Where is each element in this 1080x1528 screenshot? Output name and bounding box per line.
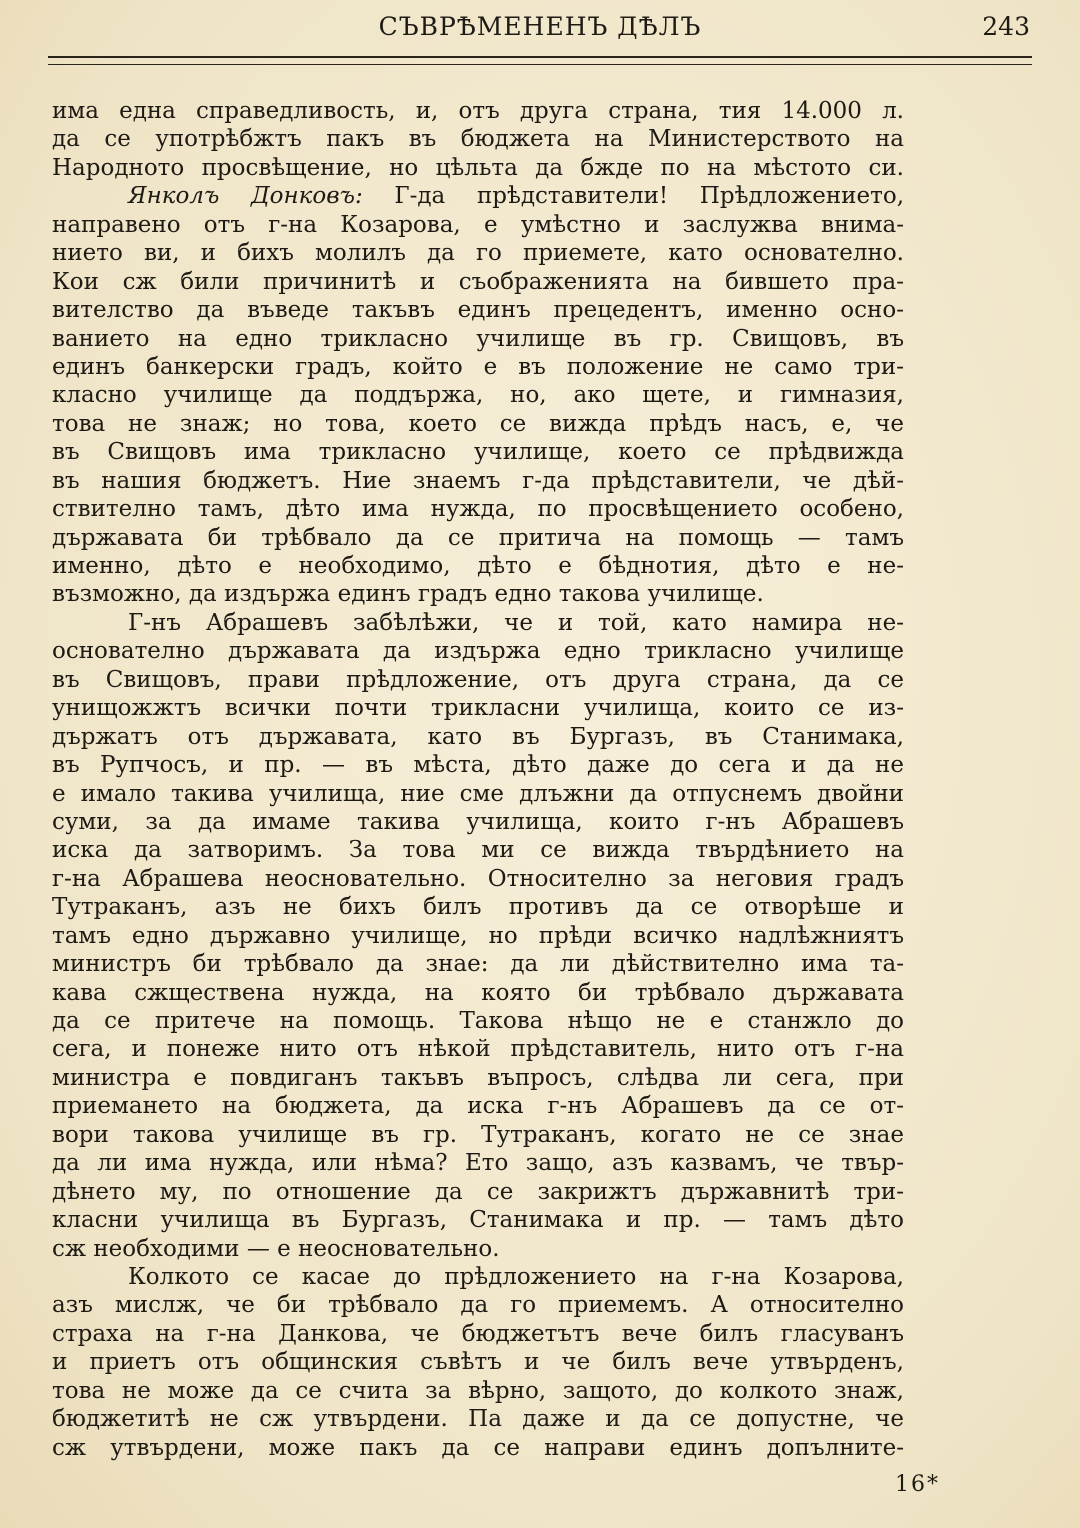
text-line: Колкото се касае до прѣдложението на г-на Козарова, bbox=[128, 1263, 904, 1290]
text-line: въ нашия бюджетъ. Ние знаемъ г-да прѣдставители, че дѣй- bbox=[52, 467, 904, 494]
text-line: Кои сж били причинитѣ и съображенията на бившето пра- bbox=[52, 268, 904, 295]
text-line: единъ банкерски градъ, който е въ положение не само три- bbox=[52, 353, 904, 380]
page-number: 243 bbox=[982, 12, 1030, 41]
speaker-name: Янколъ Донковъ: bbox=[128, 183, 363, 210]
text-line: сж утвърдени, може пакъ да се направи единъ допълните- bbox=[52, 1434, 904, 1461]
text-line: възможно, да издържа единъ градъ едно такова училище. bbox=[52, 581, 764, 608]
text-line: нието ви, и бихъ молилъ да го приемете, като основателно. bbox=[52, 240, 904, 267]
text-line: държавата би трѣбвало да се притича на помощь — тамъ bbox=[52, 524, 904, 551]
text-line: Народното просвѣщение, но цѣльта да бжде по на мѣстото си. bbox=[52, 154, 904, 181]
text-line: кава сжществена нужда, на която би трѣбвало държавата bbox=[52, 979, 904, 1006]
text-line: суми, за да имаме такива училища, които г-нъ Абрашевъ bbox=[52, 808, 904, 835]
text-line: е имало такива училища, ние сме длъжни да отпуснемъ двойни bbox=[52, 780, 904, 807]
text-line: страха на г-на Данкова, че бюджетътъ вече билъ гласуванъ bbox=[52, 1320, 904, 1347]
text-line: въ Свищовъ има трикласно училище, което се прѣдвижда bbox=[52, 439, 904, 466]
text-line: сега, и понеже нито отъ нѣкой прѣдставитель, нито отъ г-на bbox=[52, 1036, 904, 1063]
body-text bbox=[52, 97, 904, 1462]
text-line: Тутраканъ, азъ не бихъ билъ противъ да се отворѣше и bbox=[52, 894, 904, 921]
text-line: министръ би трѣбвало да знае: да ли дѣйствително има та- bbox=[52, 951, 904, 978]
text-line: Г-нъ Абрашевъ забѣлѣжи, че и той, като намира не- bbox=[128, 609, 904, 636]
running-head bbox=[50, 12, 1030, 52]
text-line: именно, дѣто е необходимо, дѣто е бѣднотия, дѣто е не- bbox=[52, 553, 904, 579]
text-line: вителство да въведе такъвъ единъ прецедентъ, именно осно- bbox=[52, 297, 904, 324]
text-line: да се употрѣбжтъ пакъ въ бюджета на Министерството на bbox=[52, 126, 904, 153]
text-line: държатъ отъ държавата, като въ Бургазъ, въ Станимака, bbox=[52, 723, 904, 750]
running-title: СЪВРѢМЕНЕНЪ ДѢЛЪ bbox=[378, 12, 702, 41]
header-rule bbox=[48, 56, 1032, 65]
text-line: г-на Абрашева неосновательно. Относително за неговия градъ bbox=[52, 865, 904, 892]
text-line: унищожжтъ всички почти трикласни училища, които се из- bbox=[52, 695, 904, 722]
text-line: ванието на едно трикласно училище въ гр. Свищовъ, въ bbox=[52, 325, 904, 352]
signature-mark: 16* bbox=[895, 1472, 940, 1497]
text-line: да се притече на помощь. Такова нѣщо не е станжло до bbox=[52, 1008, 904, 1034]
text-line: основателно държавата да издържа едно трикласно училище bbox=[52, 638, 904, 665]
text-line: министра е повдиганъ такъвъ въпросъ, слѣдва ли сега, при bbox=[52, 1064, 904, 1091]
text-line: и приетъ отъ общинския съвѣтъ и че билъ вече утвърденъ, bbox=[52, 1349, 904, 1376]
text-line: класни училища въ Бургазъ, Станимака и пр. — тамъ дѣто bbox=[52, 1207, 904, 1234]
text-line: дѣнето му, по отношение да се закрижтъ държавнитѣ три- bbox=[52, 1178, 904, 1205]
text-line: Янколъ Донковъ: Г-да прѣдставители! Прѣдложението, bbox=[128, 183, 904, 210]
text-line: да ли има нужда, или нѣма? Ето защо, азъ казвамъ, че твър- bbox=[52, 1150, 904, 1177]
text-line: направено отъ г-на Козарова, е умѣстно и заслужва внима- bbox=[52, 211, 904, 238]
text-line: класно училище да поддържа, но, ако щете, и гимназия, bbox=[52, 382, 904, 409]
text-line: това не може да се счита за вѣрно, защото, до колкото знаж, bbox=[52, 1377, 904, 1404]
text-line: азъ мислж, че би трѣбвало да го приемемъ. А относително bbox=[52, 1292, 904, 1319]
text-line: сж необходими — е неосновательно. bbox=[52, 1235, 500, 1262]
text-line: приемането на бюджета, да иска г-нъ Абрашевъ да се от- bbox=[52, 1093, 904, 1120]
text-line: това не знаж; но това, което се вижда прѣдъ насъ, е, че bbox=[52, 410, 904, 437]
text-line: има една справедливость, и, отъ друга страна, тия 14.000 л. bbox=[52, 98, 904, 124]
text-line: вори такова училище въ гр. Тутраканъ, когато не се знае bbox=[52, 1121, 904, 1148]
text-line: въ Рупчосъ, и пр. — въ мѣста, дѣто даже до сега и да не bbox=[52, 752, 904, 779]
text-line: бюджетитѣ не сж утвърдени. Па даже и да се допустне, че bbox=[52, 1406, 904, 1433]
text-line: иска да затворимъ. За това ми се вижда твърдѣнието на bbox=[52, 837, 904, 864]
text-line: ствително тамъ, дѣто има нужда, по просвѣщението особено, bbox=[52, 496, 904, 523]
text-line: въ Свищовъ, прави прѣдложение, отъ друга страна, да се bbox=[52, 666, 904, 693]
text-line: тамъ едно държавно училище, но прѣди всичко надлѣжниятъ bbox=[52, 922, 904, 949]
